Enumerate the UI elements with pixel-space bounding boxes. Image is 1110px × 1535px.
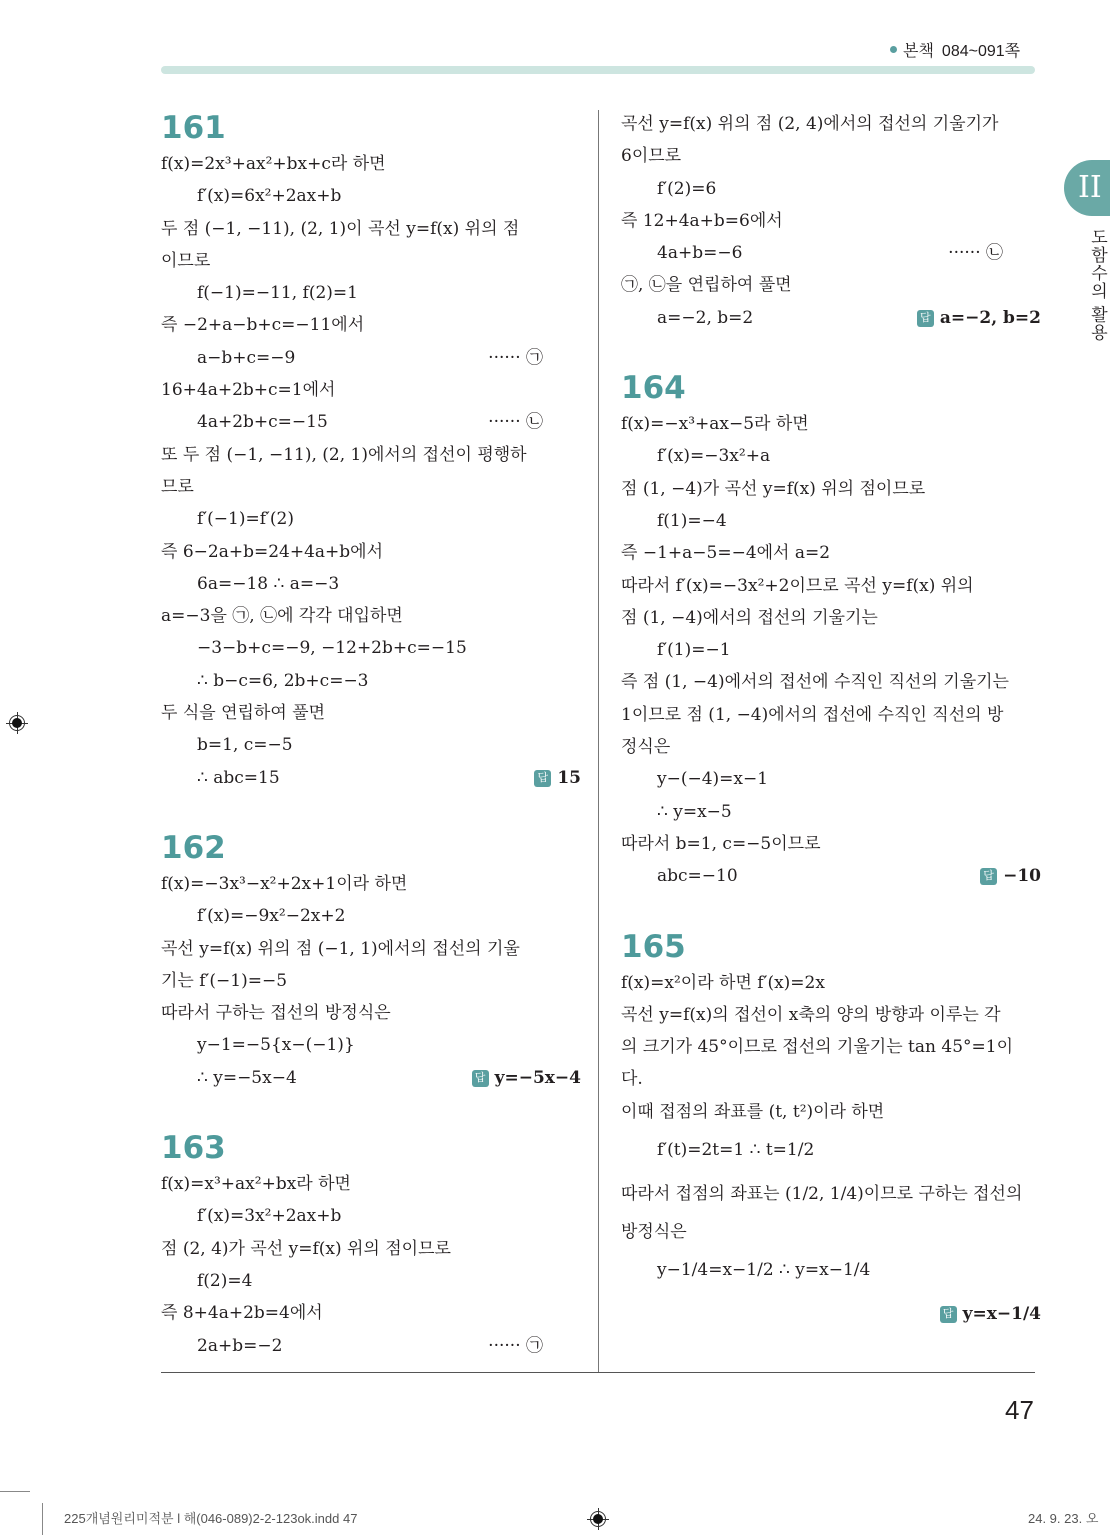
- problem-163-continued: [621, 108, 1041, 334]
- equation: ∴ abc=15: [197, 767, 280, 788]
- solution-line: [161, 1330, 581, 1362]
- answer-badge-icon: 답: [917, 310, 934, 327]
- equation-marker: ······ ㉠: [488, 1335, 543, 1356]
- solution-line: [621, 302, 1041, 334]
- solution-line: f′(t)=2t=1 ∴ t=1/2: [657, 1140, 815, 1161]
- solution-line: f(x)=x³+ax²+bx라 하면: [161, 1174, 351, 1195]
- solution-line: 따라서 b=1, c=−5이므로: [621, 833, 821, 854]
- solution-line: ∴ y=x−5: [657, 801, 732, 822]
- answer-value: y=−5x−4: [494, 1067, 581, 1088]
- page-header-reference: [890, 38, 1020, 61]
- crop-mark: [42, 1503, 43, 1535]
- answer-value: 15: [557, 767, 581, 788]
- solution-line: f′(x)=−3x²+a: [657, 446, 771, 467]
- chapter-title: 도함수의 활용: [1088, 228, 1107, 342]
- solution-line: 곡선 y=f(x) 위의 점 (2, 4)에서의 접선의 기울기가: [621, 114, 999, 134]
- solution-line: f(−1)=−11, f(2)=1: [197, 283, 358, 304]
- solution-line: f(1)=−4: [657, 510, 727, 531]
- solution-line: f(2)=4: [197, 1270, 253, 1291]
- answer-value: y=x−1/4: [962, 1304, 1041, 1325]
- solution-line: 의 크기가 45°이므로 접선의 기울기는 tan 45°=1이: [621, 1037, 1013, 1058]
- solution-line: 기는 f′(−1)=−5: [161, 970, 288, 991]
- problem-number: 161: [161, 110, 226, 146]
- answer-badge-icon: 답: [472, 1070, 489, 1087]
- solution-line: f′(1)=−1: [657, 640, 731, 661]
- solution-line: ∴ b−c=6, 2b+c=−3: [197, 670, 369, 691]
- solution-line: −3−b+c=−9, −12+2b+c=−15: [197, 638, 467, 659]
- solution-line: [621, 237, 1041, 269]
- solution-line: [161, 342, 581, 374]
- solution-line: f′(2)=6: [657, 178, 717, 199]
- equation-marker: ······ ㉡: [948, 243, 1003, 264]
- solution-line: 다.: [621, 1069, 643, 1090]
- equation: abc=−10: [657, 866, 738, 887]
- solution-line: [161, 762, 581, 794]
- solution-line: [621, 860, 1041, 892]
- solution-line: y−(−4)=x−1: [657, 769, 769, 790]
- solution-line: 6이므로: [621, 146, 682, 167]
- solution-line: 즉 8+4a+2b=4에서: [161, 1303, 323, 1324]
- answer: [917, 302, 1041, 334]
- problem-number: 163: [161, 1130, 226, 1167]
- answer-value: −10: [1003, 866, 1041, 887]
- answer-badge-icon: 답: [940, 1306, 957, 1323]
- bullet-dot-icon: [890, 46, 897, 53]
- answer: [534, 762, 581, 794]
- solution-line: f(x)=−3x³−x²+2x+1이라 하면: [161, 873, 408, 894]
- solution-line: 두 점 (−1, −11), (2, 1)이 곡선 y=f(x) 위의 점: [161, 218, 520, 239]
- solution-line: [161, 1062, 581, 1094]
- header-pages: 084~091쪽: [941, 43, 1021, 60]
- footer-file-info: 225개념원리미적분 l 해(046-089)2-2-123ok.indd 47: [64, 1511, 358, 1526]
- solution-line: y−1/4=x−1/2 ∴ y=x−1/4: [657, 1260, 871, 1281]
- equation-marker: ······ ㉡: [488, 412, 543, 433]
- equation: 4a+2b+c=−15: [197, 412, 328, 433]
- solution-line: f′(x)=6x²+2ax+b: [197, 186, 342, 207]
- equation: a−b+c=−9: [197, 347, 296, 368]
- answer-value: a=−2, b=2: [939, 307, 1041, 328]
- solution-line: [621, 1292, 1041, 1336]
- solution-line: f(x)=x²이라 하면 f′(x)=2x: [621, 972, 825, 993]
- chapter-numeral: II: [1078, 170, 1102, 205]
- solution-line: f′(x)=−9x²−2x+2: [197, 906, 346, 927]
- solution-line: b=1, c=−5: [197, 735, 293, 756]
- solution-line: 즉 −1+a−5=−4에서 a=2: [621, 543, 831, 564]
- solution-line: f(x)=−x³+ax−5라 하면: [621, 414, 809, 435]
- solution-line: 이므로: [161, 250, 211, 271]
- equation: 2a+b=−2: [197, 1335, 283, 1356]
- equation-marker: ······ ㉠: [488, 347, 543, 368]
- solution-line: 곡선 y=f(x)의 접선이 x축의 양의 방향과 이루는 각: [621, 1004, 1001, 1025]
- right-column: [621, 108, 1041, 1370]
- answer: [940, 1292, 1041, 1336]
- registration-mark-icon: [587, 1508, 609, 1530]
- problem-161: [161, 108, 581, 794]
- solution-line: 즉 −2+a−b+c=−11에서: [161, 315, 365, 336]
- solution-line: f′(−1)=f′(2): [197, 509, 294, 530]
- solution-line: 두 식을 연립하여 풀면: [161, 703, 326, 724]
- registration-mark-icon: [6, 712, 28, 734]
- equation: 4a+b=−6: [657, 243, 743, 264]
- problem-164: [621, 368, 1041, 892]
- page-number: 47: [1005, 1395, 1034, 1425]
- equation: a=−2, b=2: [657, 307, 754, 328]
- problem-162: [161, 828, 581, 1094]
- answer-badge-icon: 답: [980, 868, 997, 885]
- footer-date: 24. 9. 23. 오: [1028, 1511, 1099, 1526]
- equation: ∴ y=−5x−4: [197, 1067, 297, 1088]
- solution-line: f′(x)=3x²+2ax+b: [197, 1206, 342, 1227]
- left-column: [161, 108, 581, 1396]
- problem-165: [621, 927, 1041, 1337]
- solution-line: a=−3을 ㉠, ㉡에 각각 대입하면: [161, 606, 403, 627]
- column-divider: [598, 110, 599, 1373]
- problem-number: 162: [161, 829, 226, 866]
- solution-line: 즉 점 (1, −4)에서의 접선에 수직인 직선의 기울기는: [621, 672, 1009, 693]
- solution-line: 또 두 점 (−1, −11), (2, 1)에서의 접선이 평행하: [161, 444, 527, 465]
- solution-line: 이때 접점의 좌표를 (t, t²)이라 하면: [621, 1101, 885, 1122]
- header-label: 본책: [903, 43, 934, 60]
- problem-number: 165: [621, 928, 686, 965]
- solution-line: 따라서 구하는 접선의 방정식은: [161, 1003, 391, 1024]
- solution-line: [161, 406, 581, 438]
- solution-line: 점 (2, 4)가 곡선 y=f(x) 위의 점이므로: [161, 1238, 451, 1259]
- solution-line: 1이므로 점 (1, −4)에서의 접선에 수직인 직선의 방: [621, 704, 1004, 725]
- answer: [472, 1062, 581, 1094]
- solution-line: 즉 12+4a+b=6에서: [621, 210, 783, 231]
- solution-line: ㉠, ㉡을 연립하여 풀면: [621, 275, 792, 296]
- header-bar: [161, 66, 1035, 74]
- answer: [980, 860, 1041, 892]
- chapter-tab: [1064, 160, 1110, 216]
- solution-line: 따라서 f′(x)=−3x²+2이므로 곡선 y=f(x) 위의: [621, 575, 974, 596]
- solution-line: y−1=−5{x−(−1)}: [197, 1035, 355, 1056]
- solution-line: 므로: [161, 476, 194, 497]
- solution-line: 16+4a+2b+c=1에서: [161, 380, 336, 401]
- solution-line: 따라서 접점의 좌표는 (1/2, 1/4)이므로 구하는 접선의: [621, 1184, 1023, 1205]
- solution-line: 방정식은: [621, 1222, 687, 1243]
- problem-number: 164: [621, 370, 686, 407]
- answer-badge-icon: 답: [534, 770, 551, 787]
- problem-163: [161, 1128, 581, 1362]
- solution-line: 점 (1, −4)에서의 접선의 기울기는: [621, 607, 878, 628]
- solution-line: 곡선 y=f(x) 위의 점 (−1, 1)에서의 접선의 기울: [161, 938, 520, 959]
- solution-line: 즉 6−2a+b=24+4a+b에서: [161, 541, 384, 562]
- solution-line: 점 (1, −4)가 곡선 y=f(x) 위의 점이므로: [621, 478, 926, 499]
- solution-line: f(x)=2x³+ax²+bx+c라 하면: [161, 154, 386, 174]
- solution-line: 정식은: [621, 737, 671, 758]
- solution-line: 6a=−18 ∴ a=−3: [197, 573, 340, 594]
- crop-mark: [0, 1491, 30, 1492]
